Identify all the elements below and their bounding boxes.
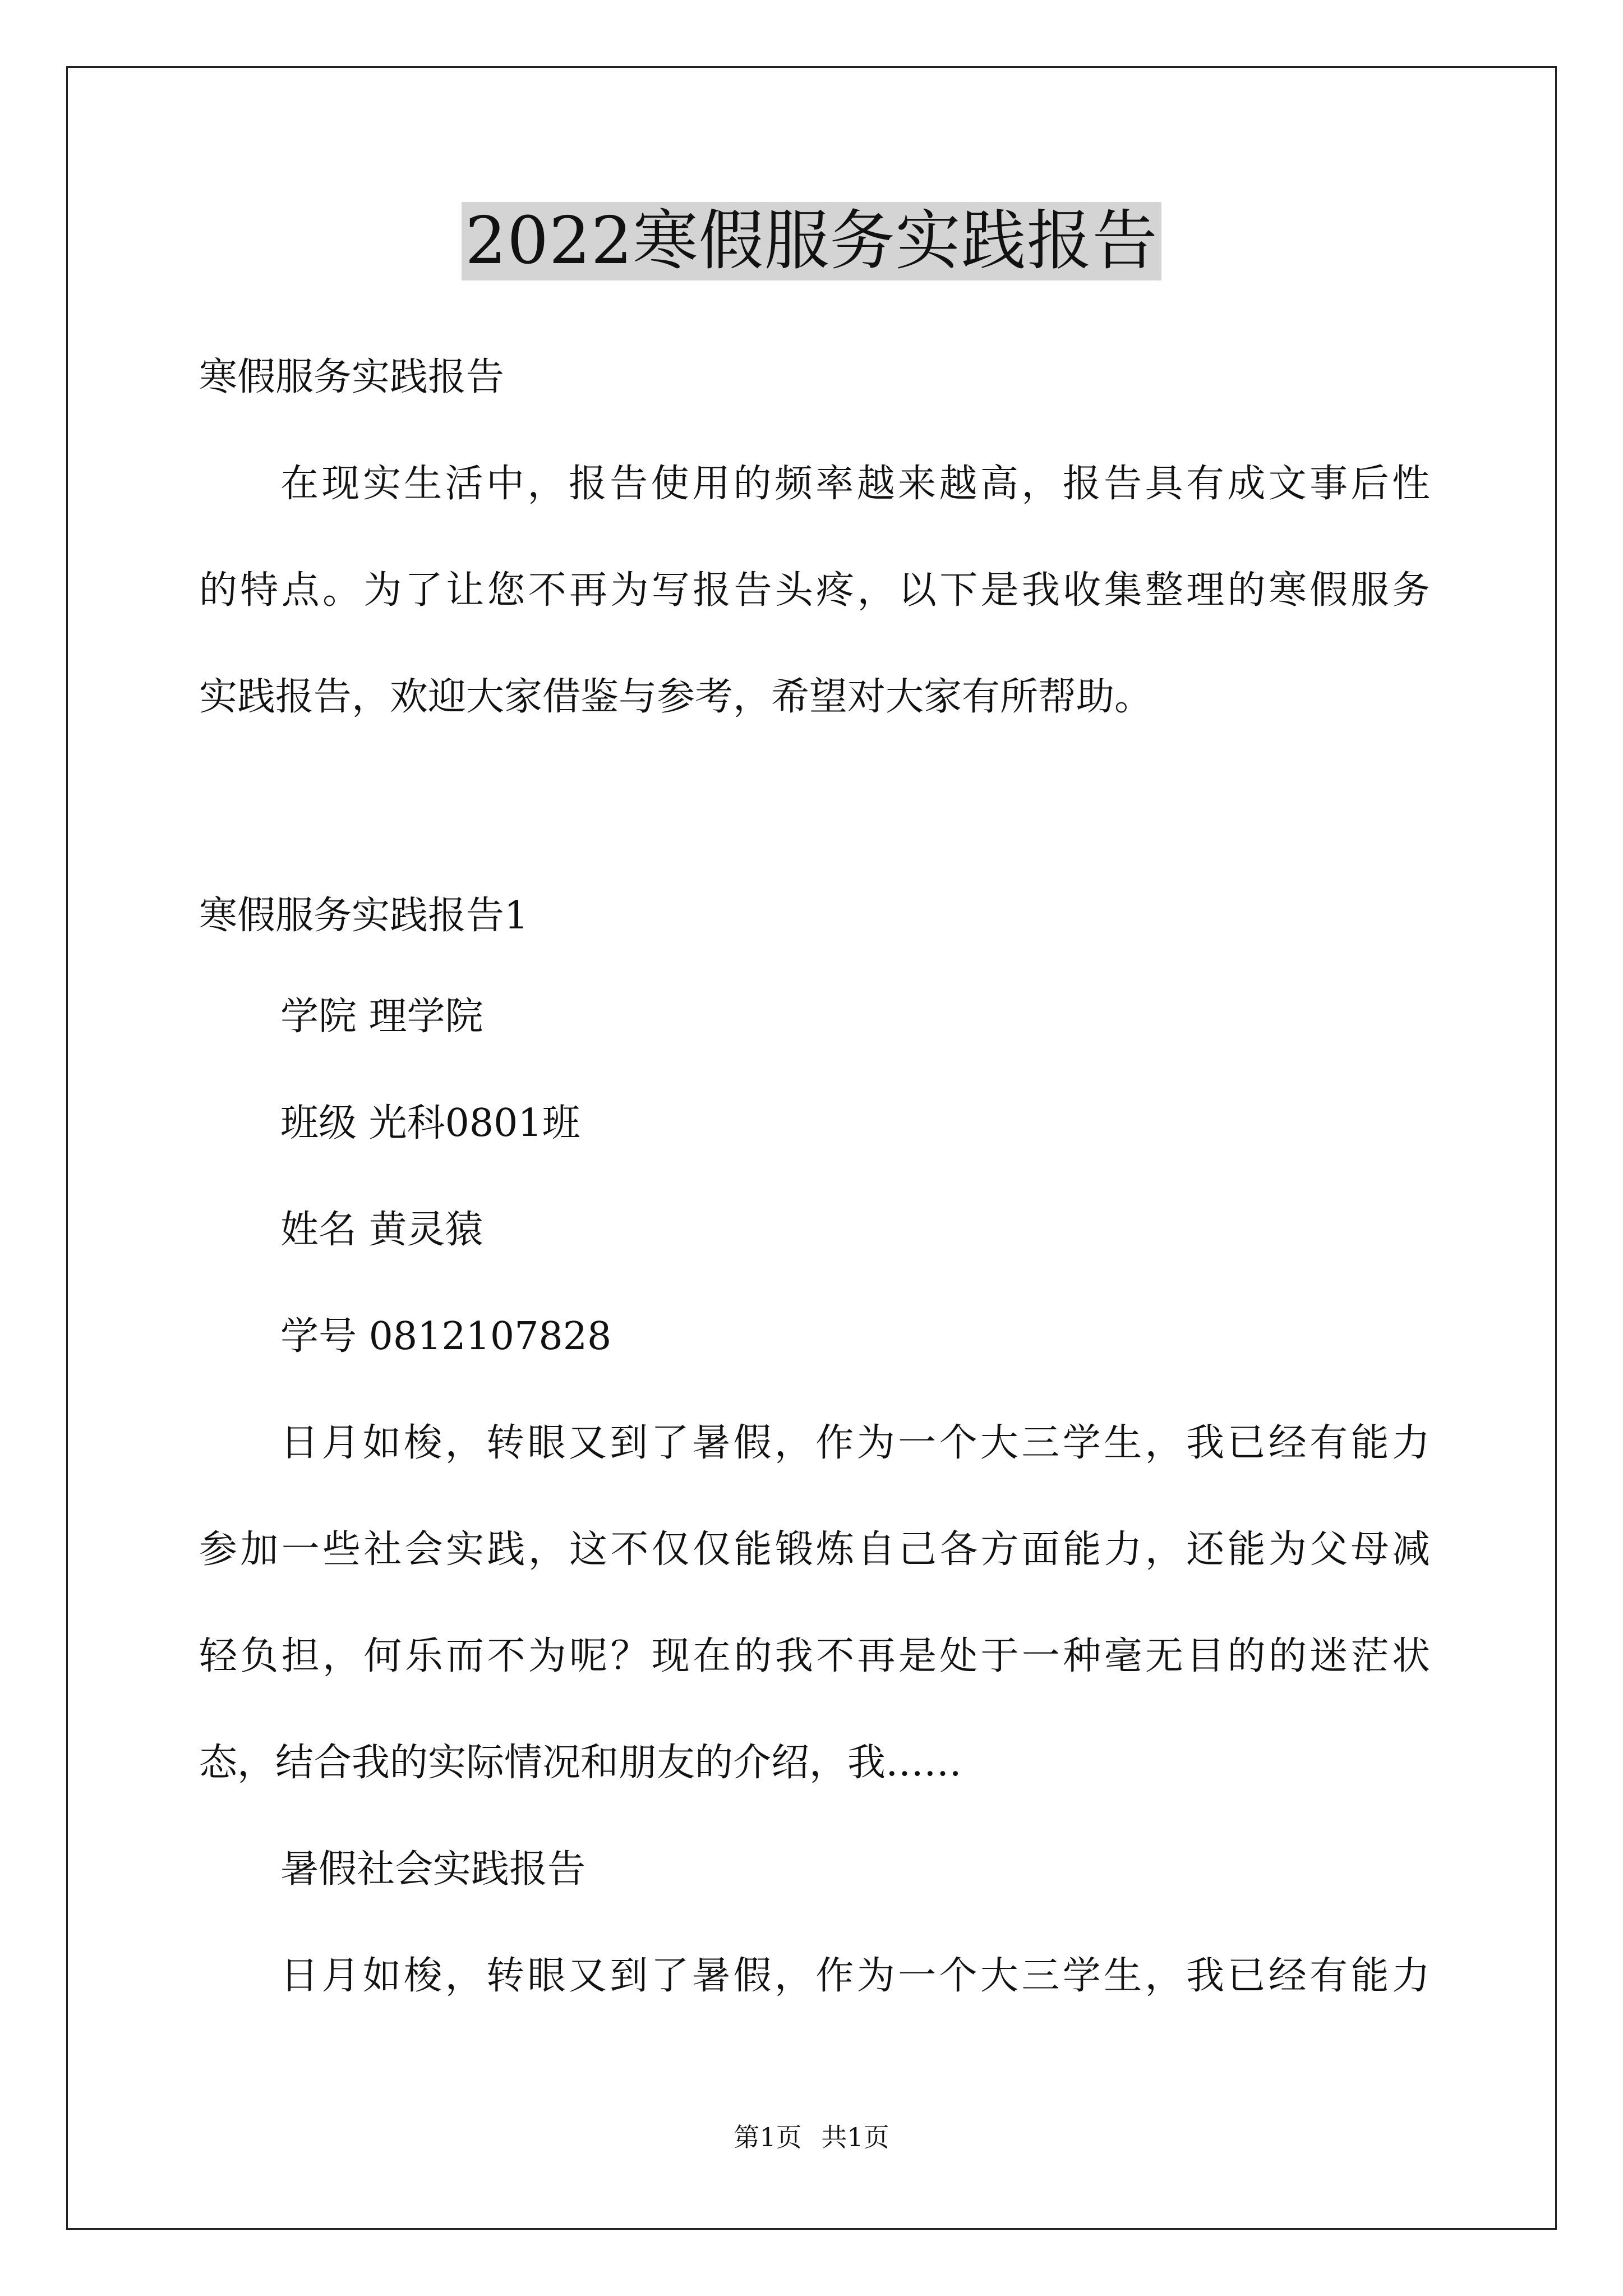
field-student-id: 学号 0812107828 (280, 1314, 612, 1359)
document-subtitle: 寒假服务实践报告 (199, 355, 505, 399)
paragraph2-line-1: 日月如梭，转眼又到了暑假，作为一个大三学生，我已经有能力 (280, 1954, 1430, 1998)
page-total: 共1页 (821, 2122, 889, 2152)
page-footer (0, 2120, 1623, 2154)
section-title: 寒假服务实践报告1 (199, 894, 529, 938)
document-title: 2022寒假服务实践报告 (462, 202, 1161, 280)
field-class: 班级 光科0801班 (280, 1101, 580, 1145)
intro-line-3: 实践报告，欢迎大家借鉴与参考，希望对大家有所帮助。 (199, 675, 1153, 719)
field-name: 姓名 黄灵猿 (280, 1208, 483, 1252)
paragraph1-line-1: 日月如梭，转眼又到了暑假，作为一个大三学生，我已经有能力 (280, 1421, 1430, 1465)
paragraph1-line-2: 参加一些社会实践，这不仅仅能锻炼自己各方面能力，还能为父母减 (199, 1527, 1430, 1572)
subheading: 暑假社会实践报告 (280, 1847, 586, 1892)
paragraph1-line-3: 轻负担，何乐而不为呢？现在的我不再是处于一种毫无目的的迷茫状 (199, 1634, 1430, 1678)
intro-line-2: 的特点。为了让您不再为写报告头疼，以下是我收集整理的寒假服务 (199, 568, 1430, 613)
page-number: 第1页 (734, 2122, 802, 2152)
intro-line-1: 在现实生活中，报告使用的频率越来越高，报告具有成文事后性 (280, 462, 1430, 506)
field-college: 学院 理学院 (280, 995, 483, 1039)
paragraph1-line-4: 态，结合我的实际情况和朋友的介绍，我…… (199, 1741, 962, 1785)
title-wrapper (0, 202, 1623, 280)
